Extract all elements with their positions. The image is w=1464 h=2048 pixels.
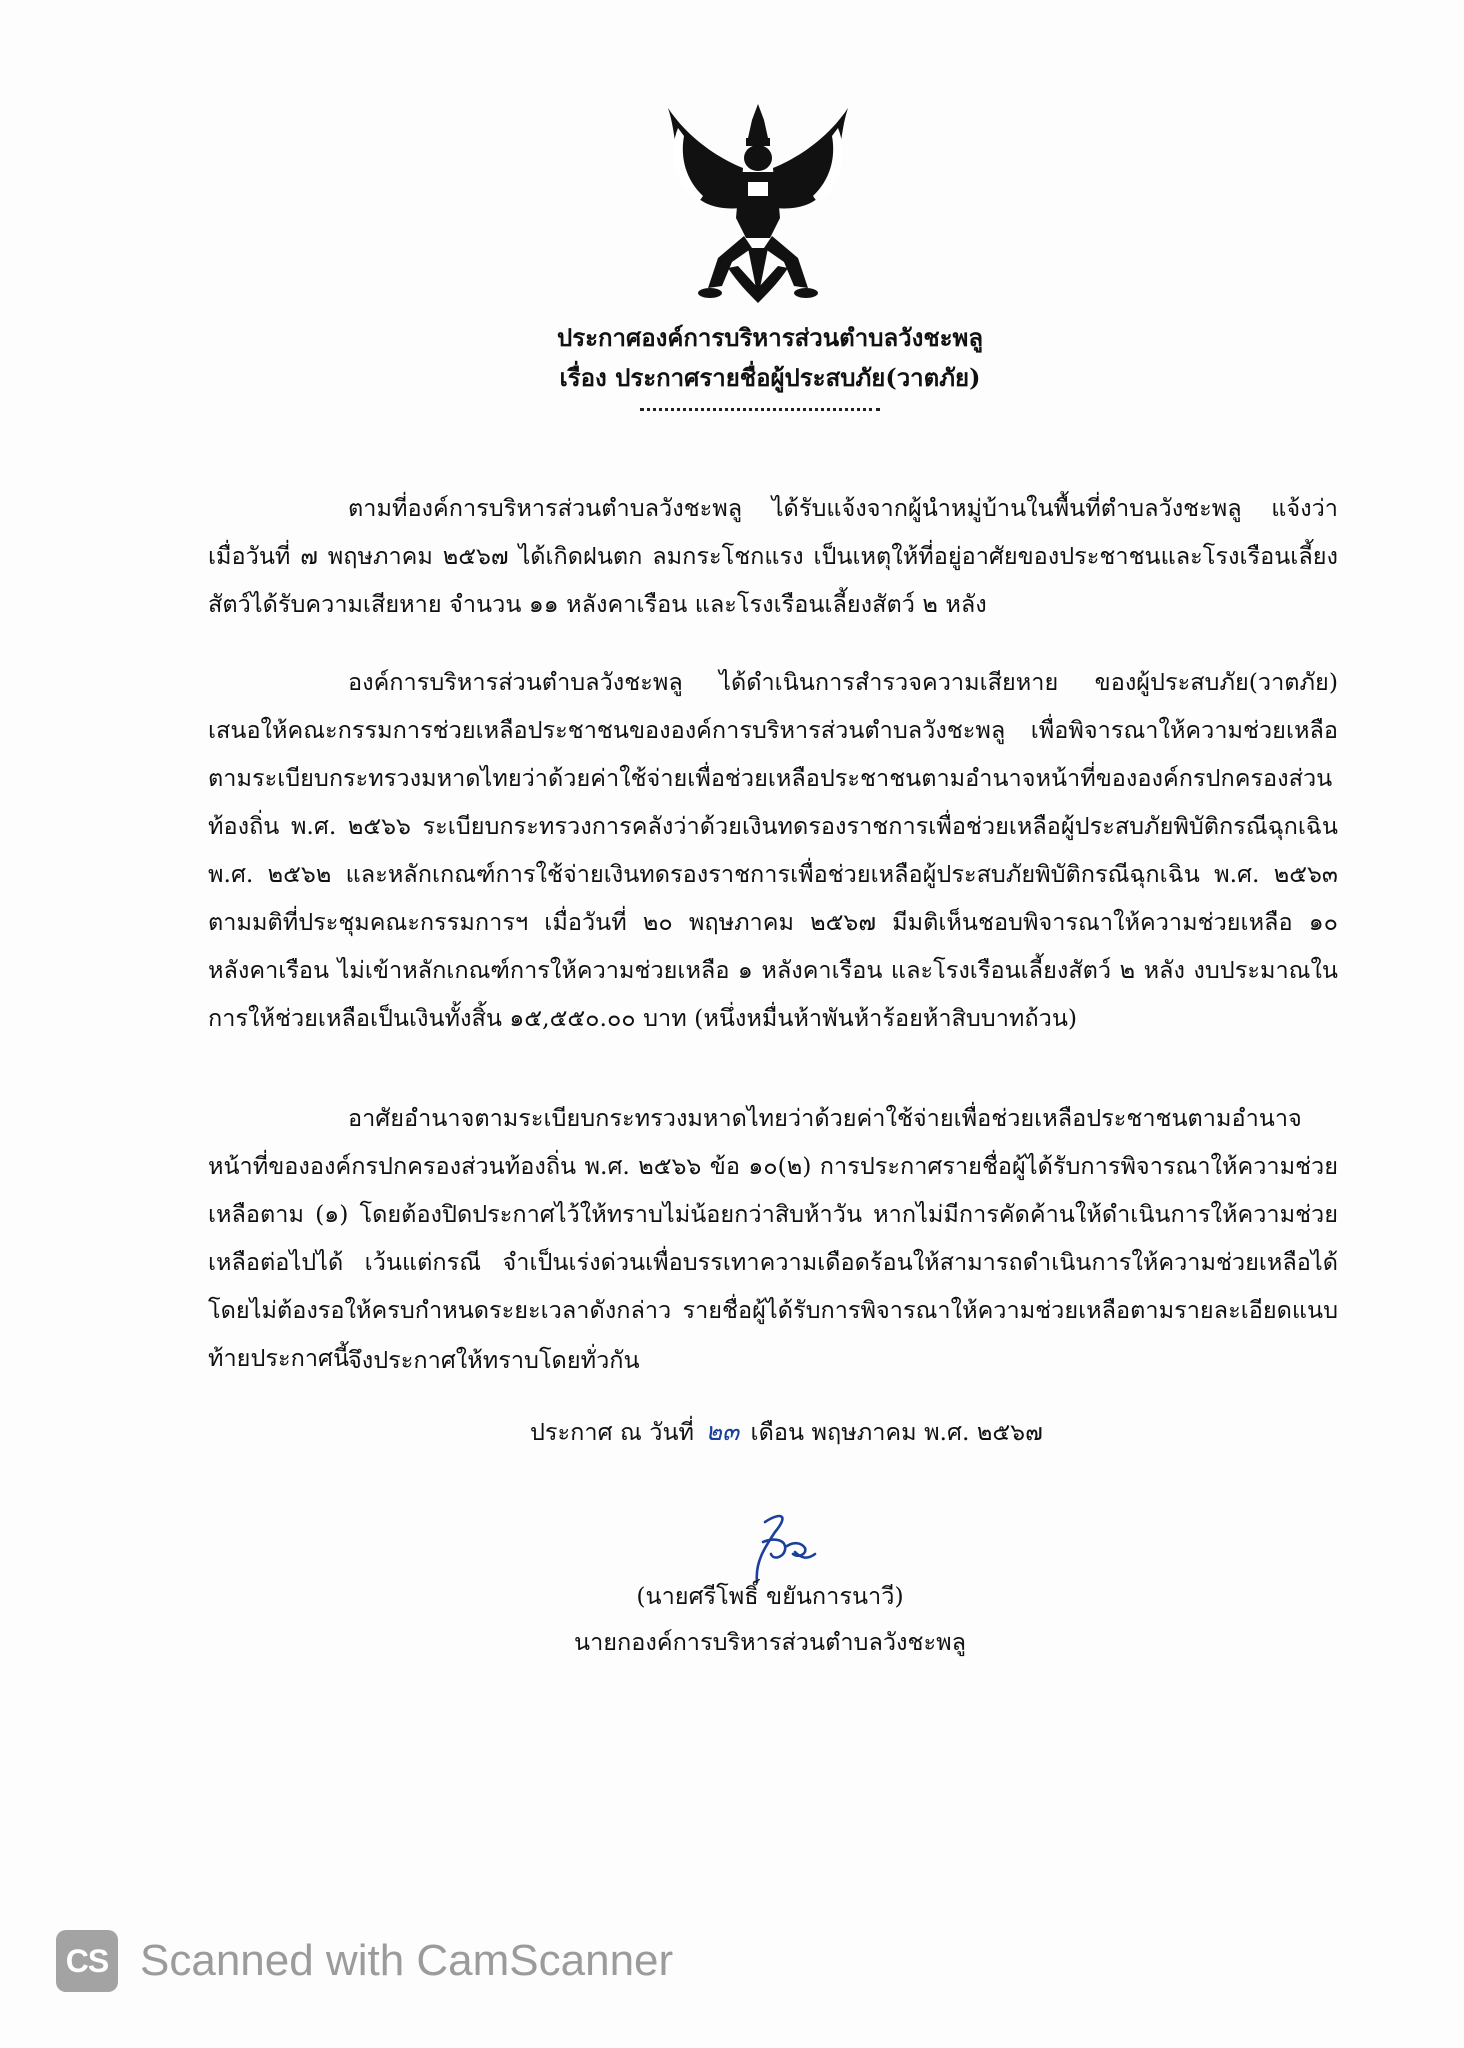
date-suffix: เดือน พฤษภาคม พ.ศ. ๒๕๖๗ [750, 1418, 1043, 1446]
paragraph-authority: อาศัยอำนาจตามระเบียบกระทรวงมหาดไทยว่าด้วยค่าใช้จ่ายเพื่อช่วยเหลือประชาชนตามอำนาจหน้าที่ขององค์กรปกครองส่วนท้องถิ่น พ.ศ. ๒๕๖๖ ข้อ ๑๐(๒) การประกาศรายชื่อผู้ได้รับการพิจารณาให้ความช่วยเหลือตาม (๑) โดยต้องปิดประกาศไว้ให้ทราบไม่น้อยกว่าสิบห้าวัน หากไม่มีการคัดค้านให้ดำเนินการให้ความช่วยเหลือต่อไปได้ เว้นแต่กรณี จำเป็นเร่งด่วนเพื่อบรรเทาความเดือดร้อนให้สามารถดำเนินการให้ความช่วยเหลือได้ โดยไม่ต้องรอให้ครบกำหนดระยะเวลาดังกล่าว รายชื่อผู้ได้รับการพิจารณาให้ความช่วยเหลือตามรายละเอียดแนบท้ายประกาศนี้ [208, 1104, 1338, 1372]
watermark-text: Scanned with CamScanner [140, 1936, 674, 1985]
garuda-emblem-icon [648, 98, 868, 308]
camscanner-logo-icon: CS [56, 1930, 118, 1992]
signer-position: นายกองค์การบริหารส่วนตำบลวังชะพลู [574, 1628, 966, 1656]
signer-name: (นายศรีโพธิ์ ขยันการนาวี) [636, 1582, 904, 1610]
announcement-date [530, 1412, 1043, 1452]
paragraph-assessment: องค์การบริหารส่วนตำบลวังชะพลู ได้ดำเนินการสำรวจความเสียหาย ของผู้ประสบภัย(วาตภัย) เสนอให้คณะกรรมการช่วยเหลือประชาชนขององค์การบริหารส่วนตำบลวังชะพลู เพื่อพิจารณาให้ความช่วยเหลือตามระเบียบกระทรวงมหาดไทยว่าด้วยค่าใช้จ่ายเพื่อช่วยเหลือประชาชนตามอำนาจหน้าที่ขององค์กรปกครองส่วนท้องถิ่น พ.ศ. ๒๕๖๖ ระเบียบกระทรวงการคลังว่าด้วยเงินทดรองราชการเพื่อช่วยเหลือผู้ประสบภัยพิบัติกรณีฉุกเฉิน พ.ศ. ๒๕๖๒ และหลักเกณฑ์การใช้จ่ายเงินทดรองราชการเพื่อช่วยเหลือผู้ประสบภัยพิบัติกรณีฉุกเฉิน พ.ศ. ๒๕๖๓ ตามมติที่ประชุมคณะกรรมการฯ เมื่อวันที่ ๒๐ พฤษภาคม ๒๕๖๗ มีมติเห็นชอบพิจารณาให้ความช่วยเหลือ ๑๐ หลังคาเรือน ไม่เข้าหลักเกณฑ์การให้ความช่วยเหลือ ๑ หลังคาเรือน และโรงเรือนเลี้ยงสัตว์ ๒ หลัง งบประมาณในการให้ช่วยเหลือเป็นเงินทั้งสิ้น ๑๕,๕๕๐.๐๐ บาท (หนึ่งหมื่นห้าพันห้าร้อยห้าสิบบาทถ้วน) [208, 668, 1338, 1032]
handwritten-day: ๒๓ [705, 1417, 740, 1446]
paragraph-incident: ตามที่องค์การบริหารส่วนตำบลวังชะพลู ได้รับแจ้งจากผู้นำหมู่บ้านในพื้นที่ตำบลวังชะพลู แจ้งว่า เมื่อวันที่ ๗ พฤษภาคม ๒๕๖๗ ได้เกิดฝนตก ลมกระโชกแรง เป็นเหตุให้ที่อยู่อาศัยของประชาชนและโรงเรือนเลี้ยงสัตว์ได้รับความเสียหาย จำนวน ๑๑ หลังคาเรือน และโรงเรือนเลี้ยงสัตว์ ๒ หลัง [208, 494, 1338, 618]
announcement-title: ประกาศองค์การบริหารส่วนตำบลวังชะพลู [556, 323, 984, 352]
dotted-divider [640, 408, 880, 411]
closing-statement: จึงประกาศให้ทราบโดยทั่วกัน [348, 1346, 640, 1374]
date-prefix: ประกาศ ณ วันที่ [530, 1418, 694, 1446]
announcement-subject: เรื่อง ประกาศรายชื่อผู้ประสบภัย(วาตภัย) [559, 363, 981, 392]
camscanner-watermark [56, 1926, 673, 1996]
